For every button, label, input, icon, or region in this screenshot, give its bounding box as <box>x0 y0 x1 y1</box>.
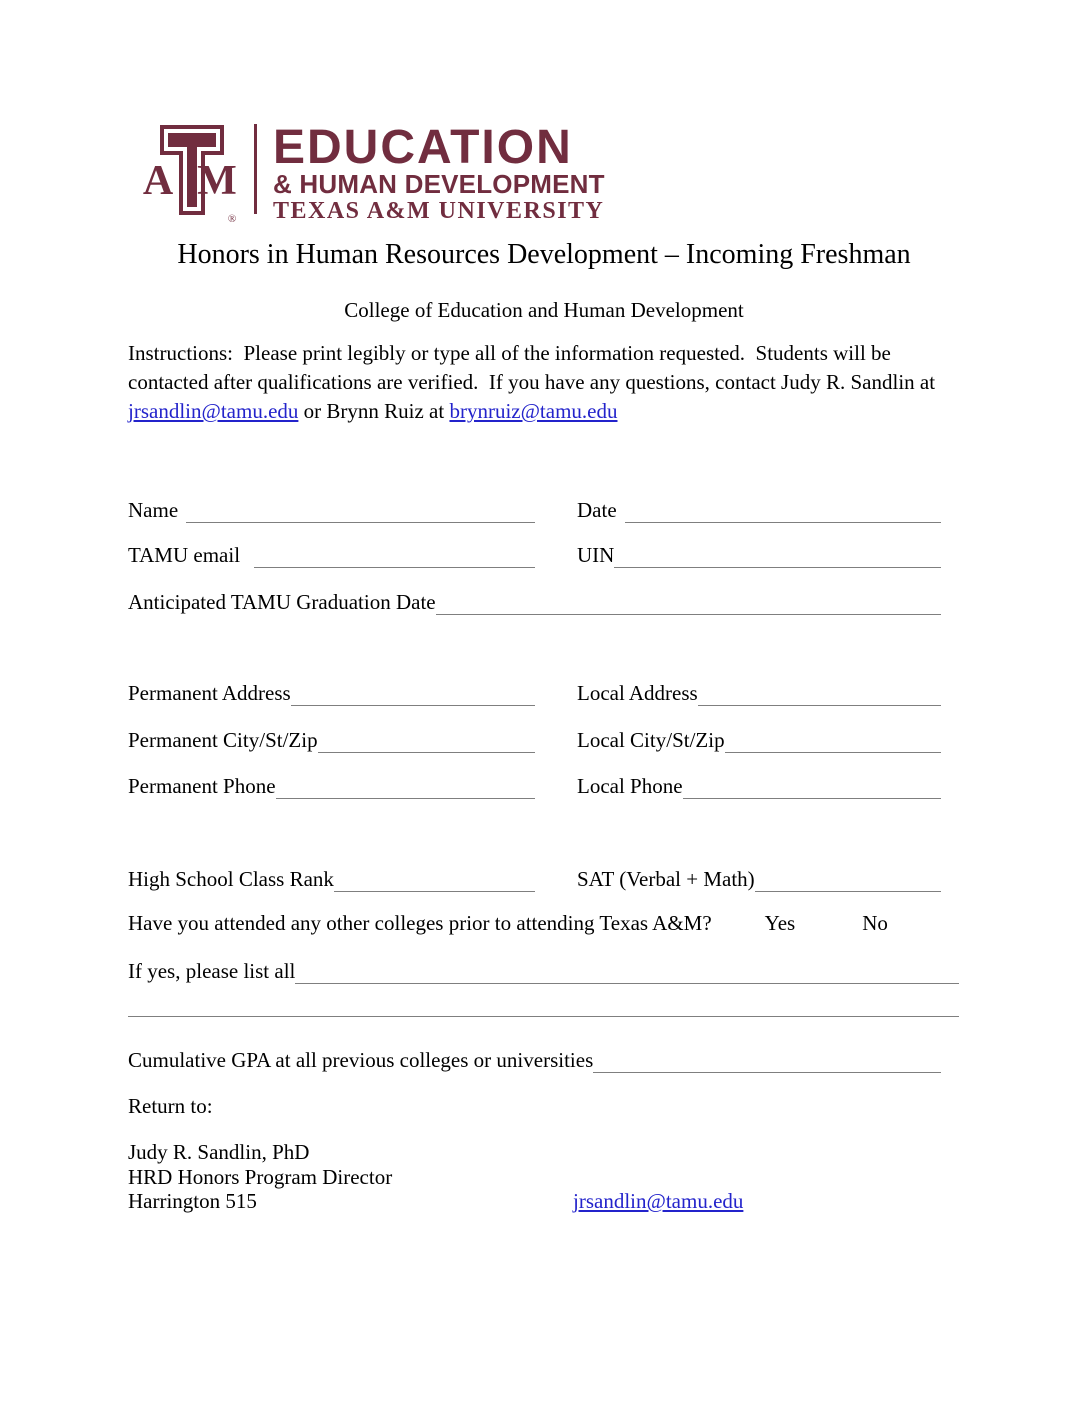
perm-city-label: Permanent City/St/Zip <box>128 728 318 752</box>
logo-line-university: TEXAS A&M UNIVERSITY <box>273 198 605 224</box>
hs-rank-blank-line <box>334 866 535 892</box>
page-title: Honors in Human Resources Development – Incoming Freshman <box>177 239 911 270</box>
instructions-text-2: or Brynn Ruiz at <box>298 399 450 423</box>
date-label: Date <box>577 498 617 522</box>
no-option: No <box>862 911 888 935</box>
local-city-label: Local City/St/Zip <box>577 728 725 752</box>
perm-phone-blank-line <box>276 773 535 799</box>
row-address <box>128 680 941 706</box>
contact-title: HRD Honors Program Director <box>128 1165 393 1189</box>
perm-city-field <box>128 727 535 753</box>
grad-date-field <box>128 589 941 615</box>
logo-line-education: EDUCATION <box>273 121 573 174</box>
local-address-label: Local Address <box>577 681 698 705</box>
local-city-blank-line <box>725 727 941 753</box>
logo-wordmark <box>273 120 605 224</box>
uin-field <box>577 542 941 568</box>
local-phone-field <box>577 773 941 799</box>
tamu-email-field <box>128 542 535 568</box>
perm-address-field <box>128 680 535 706</box>
registered-mark-icon: ® <box>227 213 237 224</box>
row-name-date <box>128 497 941 523</box>
perm-phone-label: Permanent Phone <box>128 774 276 798</box>
row-city <box>128 727 941 753</box>
name-field <box>128 497 535 523</box>
instructions-text-1: Instructions: Please print legibly or type all of the information requested. Students will be contacted after qualifications are verified. If you have any questions, contact Judy R. Sandlin at <box>128 341 941 394</box>
gpa-blank-line <box>593 1047 941 1073</box>
row-grad-date <box>128 589 941 615</box>
atm-letter-m: M <box>197 158 237 204</box>
hs-rank-field <box>128 866 535 892</box>
hs-rank-label: High School Class Rank <box>128 867 334 891</box>
local-city-field <box>577 727 941 753</box>
college-question-label: Have you attended any other colleges prior to attending Texas A&M? <box>128 911 712 935</box>
office-label: Harrington 515 <box>128 1189 257 1213</box>
name-blank-line <box>186 497 535 523</box>
uin-label: UIN <box>577 543 615 567</box>
row-if-yes <box>128 958 959 984</box>
logo-divider <box>254 124 257 214</box>
date-field <box>577 497 941 523</box>
sat-label: SAT (Verbal + Math) <box>577 867 755 891</box>
local-phone-label: Local Phone <box>577 774 683 798</box>
if-yes-blank-line <box>295 958 959 984</box>
tamu-ehd-logo <box>137 120 605 224</box>
tamu-email-blank-line <box>254 542 535 568</box>
atm-letter-a: A <box>142 158 174 204</box>
page-subtitle: College of Education and Human Development <box>344 298 744 322</box>
return-to-label: Return to: <box>128 1094 213 1118</box>
gpa-label: Cumulative GPA at all previous colleges or universities <box>128 1048 594 1072</box>
row-email-uin <box>128 542 941 568</box>
row-gpa <box>128 1047 941 1073</box>
tamu-email-label: TAMU email <box>128 543 241 567</box>
logo-line-human-development: & HUMAN DEVELOPMENT <box>273 169 605 199</box>
row-rank-sat <box>128 866 941 892</box>
perm-address-label: Permanent Address <box>128 681 291 705</box>
perm-phone-field <box>128 773 535 799</box>
name-label: Name <box>128 498 179 522</box>
if-yes-field <box>128 958 959 984</box>
uin-blank-line <box>614 542 941 568</box>
local-phone-blank-line <box>683 773 941 799</box>
continuation-blank-line <box>128 1016 959 1017</box>
grad-date-blank-line <box>436 589 941 615</box>
sat-field <box>577 866 941 892</box>
yes-option: Yes <box>764 911 796 935</box>
footer-email-link[interactable]: jrsandlin@tamu.edu <box>573 1189 744 1213</box>
local-address-field <box>577 680 941 706</box>
jrsandlin-email-link[interactable]: jrsandlin@tamu.edu <box>128 399 299 423</box>
local-address-blank-line <box>698 680 941 706</box>
perm-city-blank-line <box>318 727 535 753</box>
brynruiz-email-link[interactable]: brynruiz@tamu.edu <box>449 399 618 423</box>
instructions-paragraph <box>128 339 966 426</box>
contact-name: Judy R. Sandlin, PhD <box>128 1140 310 1164</box>
if-yes-label: If yes, please list all <box>128 959 296 983</box>
gpa-field <box>128 1047 941 1073</box>
tamu-atm-icon <box>137 120 237 224</box>
sat-blank-line <box>755 866 941 892</box>
row-phone <box>128 773 941 799</box>
row-college-question <box>128 910 941 936</box>
date-blank-line <box>625 497 941 523</box>
grad-date-label: Anticipated TAMU Graduation Date <box>128 590 436 614</box>
perm-address-blank-line <box>291 680 535 706</box>
row-office-email <box>128 1189 941 1214</box>
